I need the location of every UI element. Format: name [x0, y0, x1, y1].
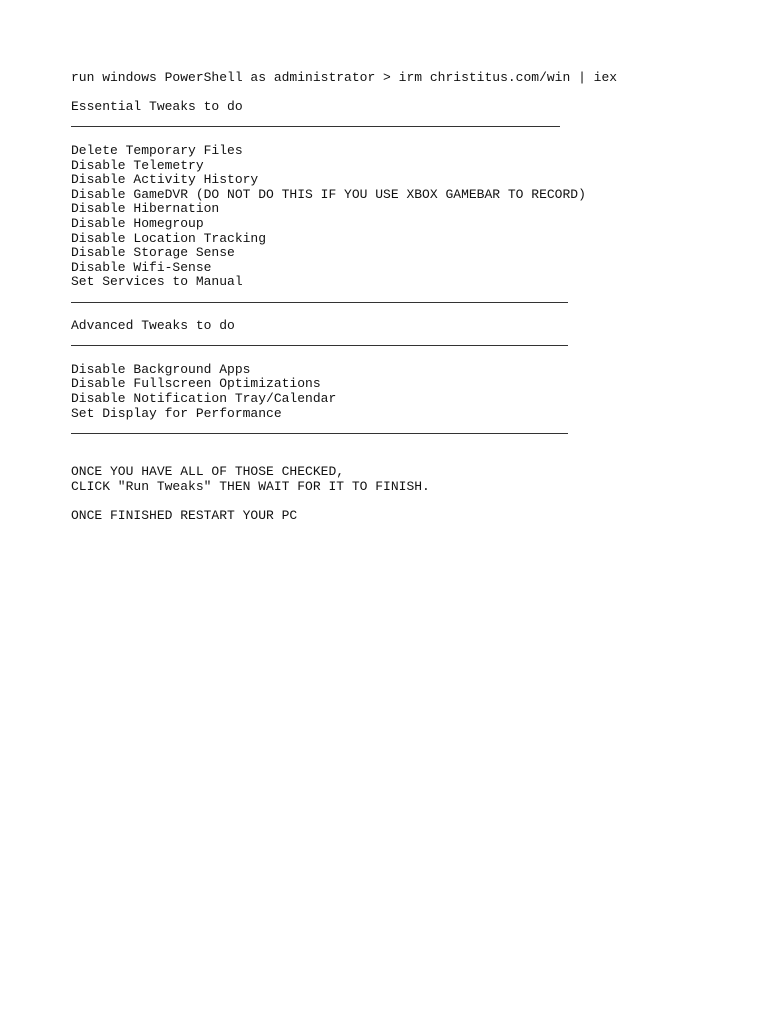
list-item: Disable Telemetry — [71, 157, 204, 173]
spacer — [71, 450, 731, 465]
powershell-command: run windows PowerShell as administrator > irm christitus.com/win | iex — [71, 70, 618, 85]
list-item: Set Display for Performance — [71, 405, 282, 421]
list-item: Set Services to Manual — [71, 274, 243, 290]
list-item: Disable Background Apps — [71, 361, 251, 377]
instruction-line-1: ONCE YOU HAVE ALL OF THOSE CHECKED, — [71, 464, 345, 480]
advanced-heading: Advanced Tweaks to do — [71, 318, 235, 334]
list-item: Disable Storage Sense — [71, 245, 235, 261]
spacer — [71, 494, 731, 509]
list-item: Disable Wifi-Sense — [71, 259, 212, 275]
divider-line — [71, 334, 731, 349]
spacer — [71, 305, 731, 320]
restart-instruction: ONCE FINISHED RESTART YOUR PC — [71, 507, 298, 523]
document-page — [71, 71, 731, 523]
advanced-list — [71, 363, 731, 421]
spacer — [71, 86, 731, 101]
essential-heading: Essential Tweaks to do — [71, 99, 243, 115]
list-item: Disable Homegroup — [71, 215, 204, 231]
divider-line — [71, 421, 731, 436]
list-item: Delete Temporary Files — [71, 142, 243, 158]
instruction-line-2: CLICK "Run Tweaks" THEN WAIT FOR IT TO FINISH. — [71, 478, 430, 494]
spacer — [71, 436, 731, 451]
divider-line — [71, 115, 731, 130]
list-item: Disable Activity History — [71, 172, 259, 188]
spacer — [71, 129, 731, 144]
list-item: Disable Hibernation — [71, 201, 220, 217]
list-item: Disable Location Tracking — [71, 230, 267, 246]
list-item: Disable GameDVR (DO NOT DO THIS IF YOU USE XBOX GAMEBAR TO RECORD) — [71, 186, 586, 202]
spacer — [71, 348, 731, 363]
essential-list — [71, 144, 731, 290]
list-item: Disable Fullscreen Optimizations — [71, 376, 321, 392]
list-item: Disable Notification Tray/Calendar — [71, 391, 337, 407]
divider-line — [71, 290, 731, 305]
